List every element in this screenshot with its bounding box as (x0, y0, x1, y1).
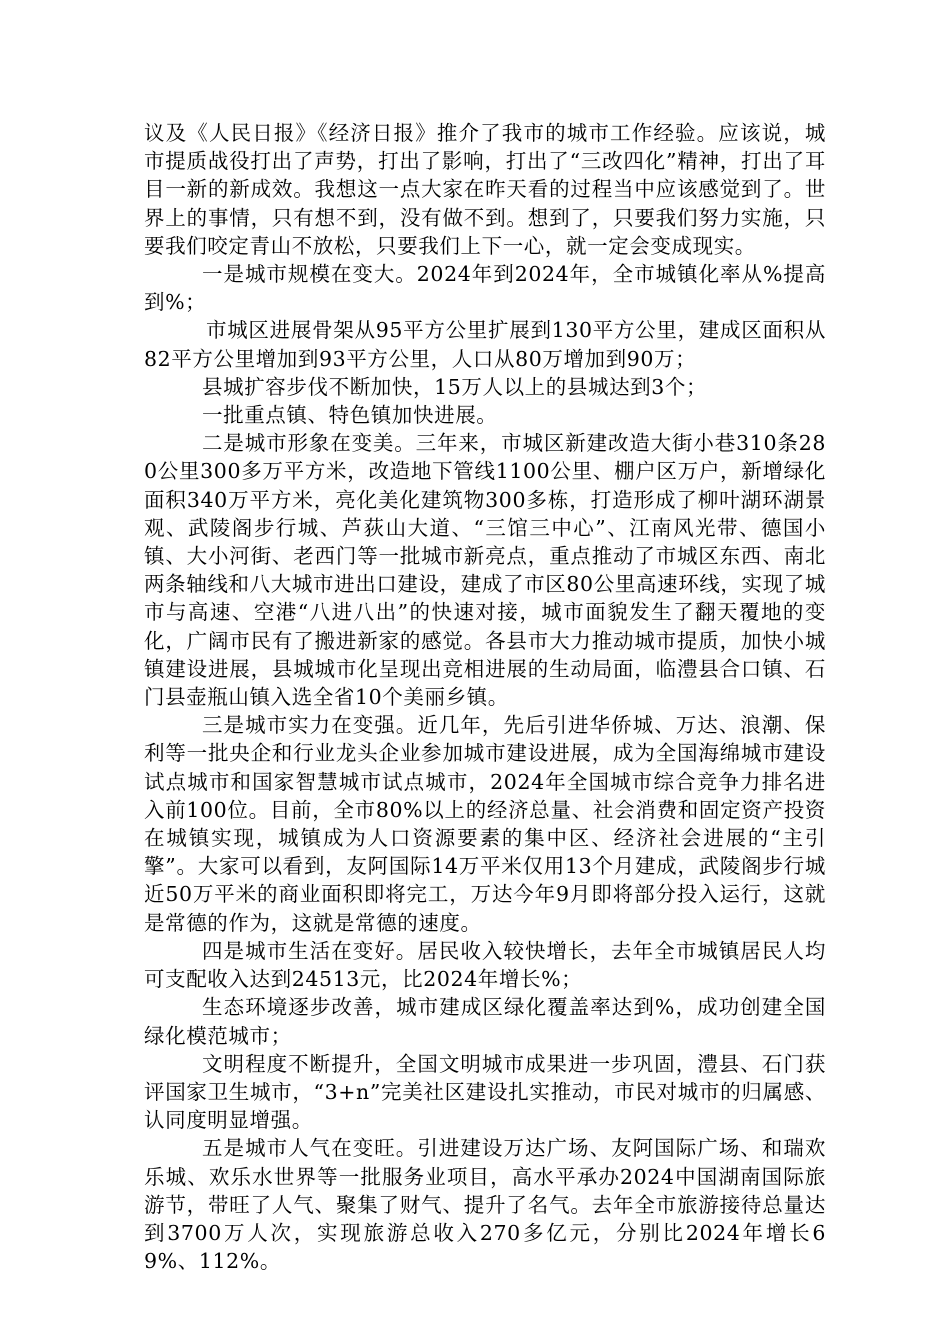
paragraph-county-expansion: 县城扩容步伐不断加快，15万人以上的县城达到3个； (202, 374, 708, 399)
paragraph-city-strength: 三是城市实力在变强。近几年，先后引进华侨城、万达、浪潮、保利等一批央企和行业龙头企业参加城市建设进展，成为全国海绵城市建设试点城市和国家智慧城市试点城市，2024年全国城市综合竞争力排名进入前100位。目前，全市80%以上的经济总量、社会消费和固定资产投资在城镇实现，城镇成为人口资源要素的集中区、经济社会进展的“主引擎”。大家可以看到，友阿国际14万平米仅用13个月建成，武陵阁步行城近50万平米的商业面积即将完工，万达今年9月即将部分投入运行，这就是常德的作为，这就是常德的速度。 (144, 713, 826, 935)
paragraph-ecology: 生态环境逐步改善，城市建成区绿化覆盖率达到%，成功创建全国绿化模范城市； (144, 995, 826, 1048)
paragraph-urban-area: 市城区进展骨架从95平方公里扩展到130平方公里，建成区面积从82平方公里增加到93平方公里，人口从80万增加到90万； (144, 318, 826, 371)
document-body (144, 119, 826, 1275)
paragraph-city-popularity: 五是城市人气在变旺。引进建设万达广场、友阿国际广场、和瑞欢乐城、欢乐水世界等一批服务业项目，高水平承办2024中国湖南国际旅游节，带旺了人气、聚集了财气、提升了名气。去年全市旅游接待总量达到3700万人次，实现旅游总收入270多亿元，分别比2024年增长69%、112%。 (144, 1136, 826, 1274)
paragraph-intro: 议及《人民日报》《经济日报》推介了我市的城市工作经验。应该说，城市提质战役打出了声势，打出了影响，打出了“三改四化”精神，打出了耳目一新的新成效。我想这一点大家在昨天看的过程当中应该感觉到了。世界上的事情，只有想不到，没有做不到。想到了，只要我们努力实施，只要我们咬定青山不放松，只要我们上下一心，就一定会变成现实。 (144, 121, 826, 258)
paragraph-key-towns: 一批重点镇、特色镇加快进展。 (202, 403, 498, 428)
paragraph-civilization: 文明程度不断提升，全国文明城市成果进一步巩固，澧县、石门获评国家卫生城市，“3+n”完美社区建设扎实推动，市民对城市的归属感、认同度明显增强。 (144, 1051, 826, 1133)
paragraph-city-scale: 一是城市规模在变大。2024年到2024年，全市城镇化率从%提高到%； (144, 262, 826, 315)
paragraph-city-image: 二是城市形象在变美。三年来，市城区新建改造大街小巷310条280公里300多万平方米，改造地下管线1100公里、棚户区万户，新增绿化面积340万平方米，亮化美化建筑物300多栋，打造形成了柳叶湖环湖景观、武陵阁步行城、芦荻山大道、“三馆三中心”、江南风光带、德国小镇、大小河街、老西门等一批城市新亮点，重点推动了市城区东西、南北两条轴线和八大城市进出口建设，建成了市区80公里高速环线，实现了城市与高速、空港“八进八出”的快速对接，城市面貌发生了翻天覆地的变化，广阔市民有了搬进新家的感觉。各县市大力推动城市提质，加快小城镇建设进展，县城城市化呈现出竞相进展的生动局面，临澧县合口镇、石门县壶瓶山镇入选全省10个美丽乡镇。 (144, 431, 826, 710)
paragraph-city-life: 四是城市生活在变好。居民收入较快增长，去年全市城镇居民人均可支配收入达到24513元，比2024年增长%； (144, 938, 826, 992)
